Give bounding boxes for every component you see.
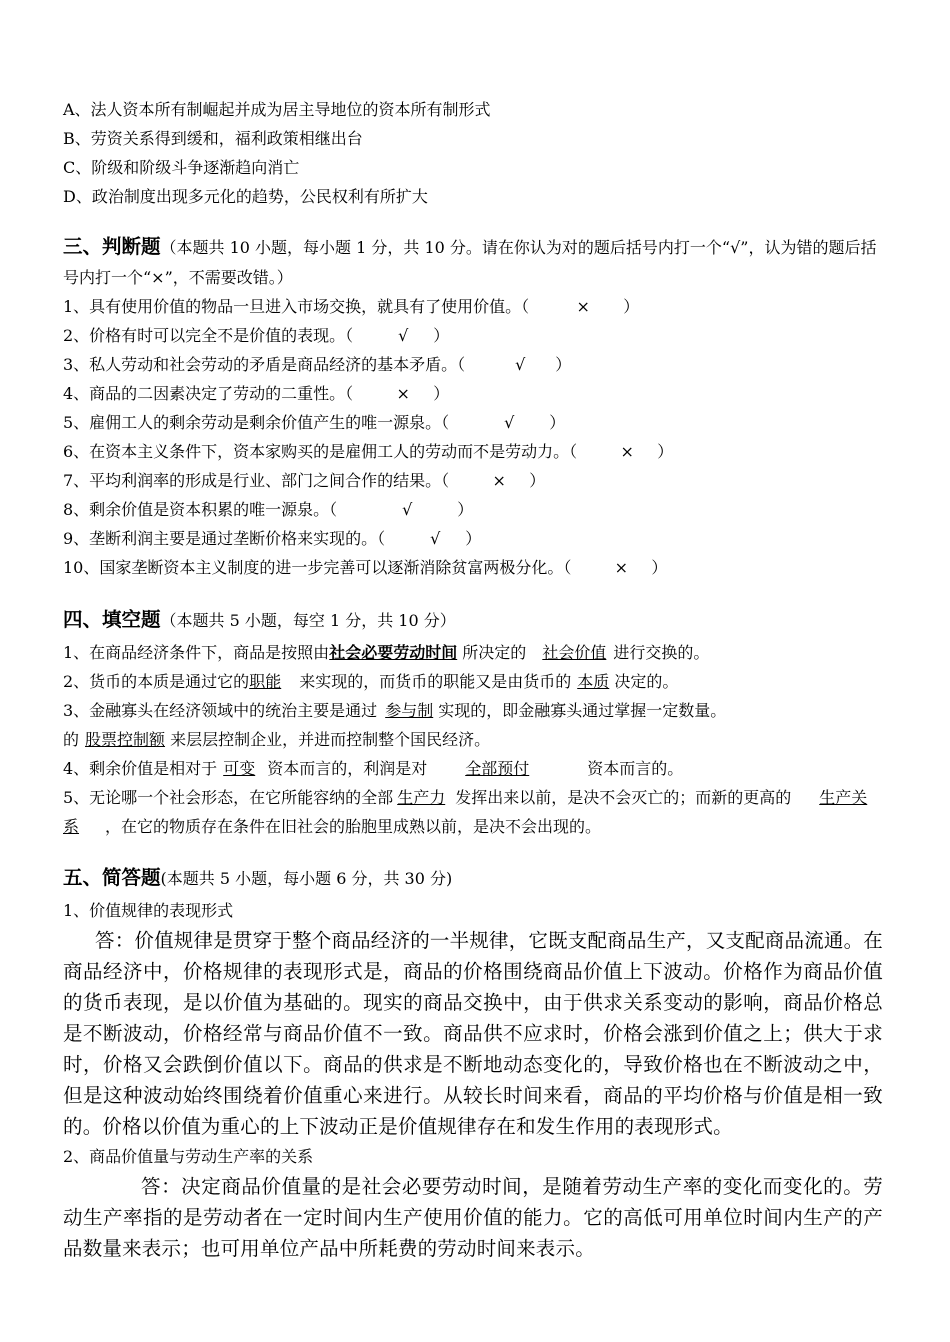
section-3-title: 三、判断题 xyxy=(63,235,161,258)
section-4-heading xyxy=(63,603,883,638)
judge-answer: × xyxy=(620,442,634,461)
exam-page xyxy=(63,95,883,1264)
short-question-2: 2、商品价值量与劳动生产率的关系 xyxy=(63,1147,314,1166)
section-4-title: 四、填空题 xyxy=(63,608,161,631)
section-5-note: (本题共 5 小题，每小题 6 分，共 30 分) xyxy=(160,869,453,888)
fill-text: ，在它的物质存在条件在旧社会的胎胞里成熟以前，是决不会出现的。 xyxy=(105,817,602,836)
option-d: D、政治制度出现多元化的趋势，公民权利有所扩大 xyxy=(63,187,428,206)
judge-question: 2、价格有时可以完全不是价值的表现。（ xyxy=(63,326,354,345)
fill-answer: 参与制 xyxy=(385,701,434,720)
fill-text: 4、剩余价值是相对于 xyxy=(63,759,218,778)
judge-answer: × xyxy=(614,558,629,577)
judge-bracket: ） xyxy=(555,355,572,374)
judge-question: 7、平均利润率的形成是行业、部门之间合作的结果。（ xyxy=(63,471,450,490)
judge-question: 4、商品的二因素决定了劳动的二重性。（ xyxy=(63,384,354,403)
section-judgement xyxy=(63,232,883,582)
fill-text: 发挥出来以前，是决不会灭亡的；而新的更高的 xyxy=(455,788,792,807)
judge-item-2 xyxy=(63,321,883,350)
judge-bracket: ） xyxy=(623,297,640,316)
fill-answer: 全部预付 xyxy=(465,759,530,778)
section-short-answer xyxy=(63,861,883,1264)
judge-question: 5、雇佣工人的剩余劳动是剩余价值产生的唯一源泉。（ xyxy=(63,413,450,432)
judge-bracket: ） xyxy=(433,384,450,403)
section-5-title: 五、简答题 xyxy=(63,866,161,889)
fill-text: 2、货币的本质是通过它的 xyxy=(63,672,250,691)
fill-text: 5、无论哪一个社会形态，在它所能容纳的全部 xyxy=(63,788,394,807)
fill-text: 实现的，即金融寡头通过掌握一定数量。 xyxy=(438,701,727,720)
judge-bracket: ） xyxy=(657,442,674,461)
judge-question: 6、在资本主义条件下，资本家购买的是雇佣工人的劳动而不是劳动力。（ xyxy=(63,442,578,461)
fill-text: 的 xyxy=(63,730,80,749)
judge-answer: × xyxy=(396,384,410,403)
judge-bracket: ） xyxy=(549,413,566,432)
fill-answer: 生产关系 xyxy=(63,788,868,836)
judge-bracket: ） xyxy=(465,529,482,548)
fill-answer: 本质 xyxy=(577,672,610,691)
fill-item-1 xyxy=(63,638,883,667)
judge-answer: × xyxy=(576,297,590,316)
judge-bracket: ） xyxy=(529,471,546,490)
fill-item-2 xyxy=(63,667,883,696)
fill-item-5 xyxy=(63,783,883,841)
judge-item-7 xyxy=(63,466,883,495)
judge-question: 10、国家垄断资本主义制度的进一步完善可以逐渐消除贫富两极分化。（ xyxy=(63,558,572,577)
short-answer-2: 答：决定商品价值量的是社会必要劳动时间，是随着劳动生产率的变化而变化的。劳动生产率指的是劳动者在一定时间内生产使用价值的能力。它的高低可用单位时间内生产的产品数量来表示；也可用单位产品中所耗费的劳动时间来表示。 xyxy=(63,1175,883,1260)
fill-text: 进行交换的。 xyxy=(613,643,710,662)
judge-bracket: ） xyxy=(651,558,668,577)
judge-item-9 xyxy=(63,524,883,553)
judge-item-6 xyxy=(63,437,883,466)
option-a: A、法人资本所有制崛起并成为居主导地位的资本所有制形式 xyxy=(63,100,491,119)
fill-text: 资本而言的，利润是对 xyxy=(267,759,428,778)
judge-answer: √ xyxy=(504,413,515,432)
options-list xyxy=(63,95,883,211)
section-3-heading xyxy=(63,232,883,292)
judge-answer: √ xyxy=(430,529,441,548)
judge-item-4 xyxy=(63,379,883,408)
fill-item-3b xyxy=(63,725,883,754)
fill-answer: 职能 xyxy=(249,672,282,691)
short-answer-1: 答：价值规律是贯穿于整个商品经济的一半规律，它既支配商品生产，又支配商品流通。在商品经济中，价格规律的表现形式是，商品的价格围绕商品价值上下波动。价格作为商品价值的货币表现，是以价值为基础的。现实的商品交换中，由于供求关系变动的影响，商品价格总是不断波动，价格经常与商品价值不一致。商品供不应求时，价格会涨到价值之上；供大于求时，价格又会跌倒价值以下。商品的供求是不断地动态变化的，导致价格也在不断波动之中，但是这种波动始终围绕着价值重心来进行。从较长时间来看，商品的平均价格与价值是相一致的。价格以价值为重心的上下波动正是价值规律存在和发生作用的表现形式。 xyxy=(63,929,884,1138)
fill-item-3a xyxy=(63,696,883,725)
judge-question: 9、垄断利润主要是通过垄断价格来实现的。（ xyxy=(63,529,386,548)
fill-text: 资本而言的。 xyxy=(587,759,684,778)
judge-item-1 xyxy=(63,292,883,321)
fill-text: 1、在商品经济条件下，商品是按照由 xyxy=(63,643,330,662)
judge-item-10 xyxy=(63,553,883,582)
judge-answer: √ xyxy=(402,500,413,519)
option-c: C、阶级和阶级斗争逐渐趋向消亡 xyxy=(63,158,300,177)
judge-answer: √ xyxy=(515,355,526,374)
short-question-1: 1、价值规律的表现形式 xyxy=(63,901,234,920)
fill-text: 所决定的 xyxy=(462,643,527,662)
fill-answer: 股票控制额 xyxy=(85,730,166,749)
fill-answer: 生产力 xyxy=(397,788,446,807)
judge-item-3 xyxy=(63,350,883,379)
fill-answer: 社会必要劳动时间 xyxy=(329,643,458,662)
section-fill-blank xyxy=(63,603,883,841)
fill-item-4 xyxy=(63,754,883,783)
judge-bracket: ） xyxy=(433,326,450,345)
fill-answer: 可变 xyxy=(223,759,256,778)
judge-question: 1、具有使用价值的物品一旦进入市场交换，就具有了使用价值。（ xyxy=(63,297,530,316)
judge-answer: × xyxy=(492,471,506,490)
fill-text: 来层层控制企业，并进而控制整个国民经济。 xyxy=(170,730,491,749)
fill-text: 来实现的，而货币的职能又是由货币的 xyxy=(299,672,572,691)
section-4-note: （本题共 5 小题，每空 1 分，共 10 分） xyxy=(160,611,456,630)
fill-answer: 社会价值 xyxy=(542,643,607,662)
option-b: B、劳资关系得到缓和，福利政策相继出台 xyxy=(63,129,363,148)
fill-text: 决定的。 xyxy=(614,672,679,691)
judge-item-5 xyxy=(63,408,883,437)
judge-question: 3、私人劳动和社会劳动的矛盾是商品经济的基本矛盾。（ xyxy=(63,355,466,374)
section-5-heading xyxy=(63,861,883,896)
judge-item-8 xyxy=(63,495,883,524)
judge-question: 8、剩余价值是资本积累的唯一源泉。（ xyxy=(63,500,338,519)
fill-text: 3、金融寡头在经济领域中的统治主要是通过 xyxy=(63,701,378,720)
section-3-note: （本题共 10 小题，每小题 1 分，共 10 分。请在你认为对的题后括号内打一个“√”，认为错的题后括号内打一个“×”，不需要改错。） xyxy=(63,238,877,287)
judge-answer: √ xyxy=(398,326,409,345)
judge-bracket: ） xyxy=(457,500,474,519)
